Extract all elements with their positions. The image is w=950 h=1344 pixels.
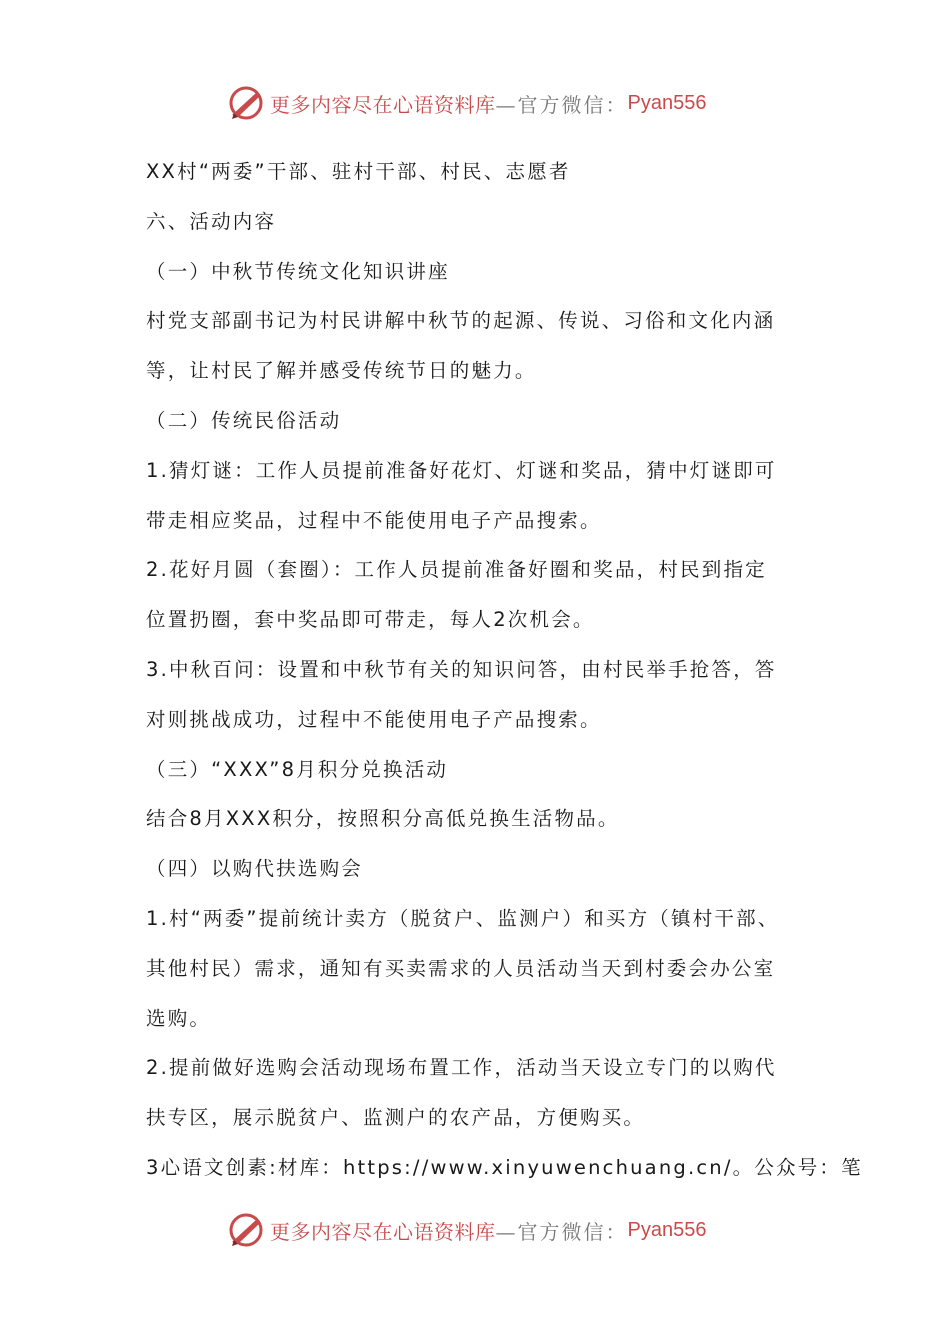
text-line: 选购。 (146, 1006, 212, 1030)
text-line: 其他村民）需求，通知有买卖需求的人员活动当天到村委会办公室 (146, 956, 776, 980)
subsection-heading: （一）中秋节传统文化知识讲座 (146, 259, 450, 283)
text-line: 对则挑战成功，过程中不能使用电子产品搜索。 (146, 707, 602, 731)
text-line: 村党支部副书记为村民讲解中秋节的起源、传说、习俗和文化内涵 (146, 309, 776, 333)
text-line: 3.中秋百问：设置和中秋节有关的知识问答，由村民举手抢答，答 (146, 657, 777, 681)
pen-logo-icon (226, 83, 266, 123)
text-line: 带走相应奖品，过程中不能使用电子产品搜索。 (146, 508, 602, 532)
document-body (146, 147, 863, 1193)
header-watermark-contact: Pyan556 (627, 91, 707, 114)
text-line: 1.村“两委”提前统计卖方（脱贫户、监测户）和买方（镇村干部、 (146, 906, 780, 930)
header-watermark (226, 80, 706, 126)
subsection-heading: （四）以购代扶选购会 (146, 857, 364, 881)
text-line: XX村“两委”干部、驻村干部、村民、志愿者 (146, 160, 571, 183)
header-watermark-text: 更多内容尽在心语资料库 (270, 92, 496, 117)
text-line: 2.提前做好选购会活动现场布置工作，活动当天设立专门的以购代 (146, 1056, 777, 1080)
footer-watermark-text: 更多内容尽在心语资料库 (270, 1219, 496, 1244)
text-line: 扶专区，展示脱贫户、监测户的农产品，方便购买。 (146, 1106, 646, 1130)
section-heading: 六、活动内容 (146, 209, 277, 233)
header-watermark-text2: —官方微信： (495, 92, 628, 117)
text-line: 等，让村民了解并感受传统节日的魅力。 (146, 359, 537, 383)
text-line: 位置扔圈，套中奖品即可带走，每人2次机会。 (146, 608, 595, 632)
text-line: 1.猜灯谜：工作人员提前准备好花灯、灯谜和奖品，猜中灯谜即可 (146, 458, 777, 482)
text-line: 2.花好月圆（套圈）：工作人员提前准备好圈和奖品，村民到指定 (146, 558, 767, 582)
footer-watermark-contact: Pyan556 (627, 1218, 707, 1241)
pen-logo-icon (226, 1210, 266, 1250)
subsection-heading: （三）“XXX”8月积分兑换活动 (146, 757, 449, 781)
text-line: 结合8月XXX积分，按照积分高低兑换生活物品。 (146, 807, 620, 831)
subsection-heading: （二）传统民俗活动 (146, 408, 342, 432)
text-line: 3心语文创素:材库：https://www.xinyuwenchuang.cn/。公众号：笔 (146, 1155, 863, 1179)
footer-watermark (226, 1207, 706, 1253)
footer-watermark-text2: —官方微信： (495, 1219, 628, 1244)
